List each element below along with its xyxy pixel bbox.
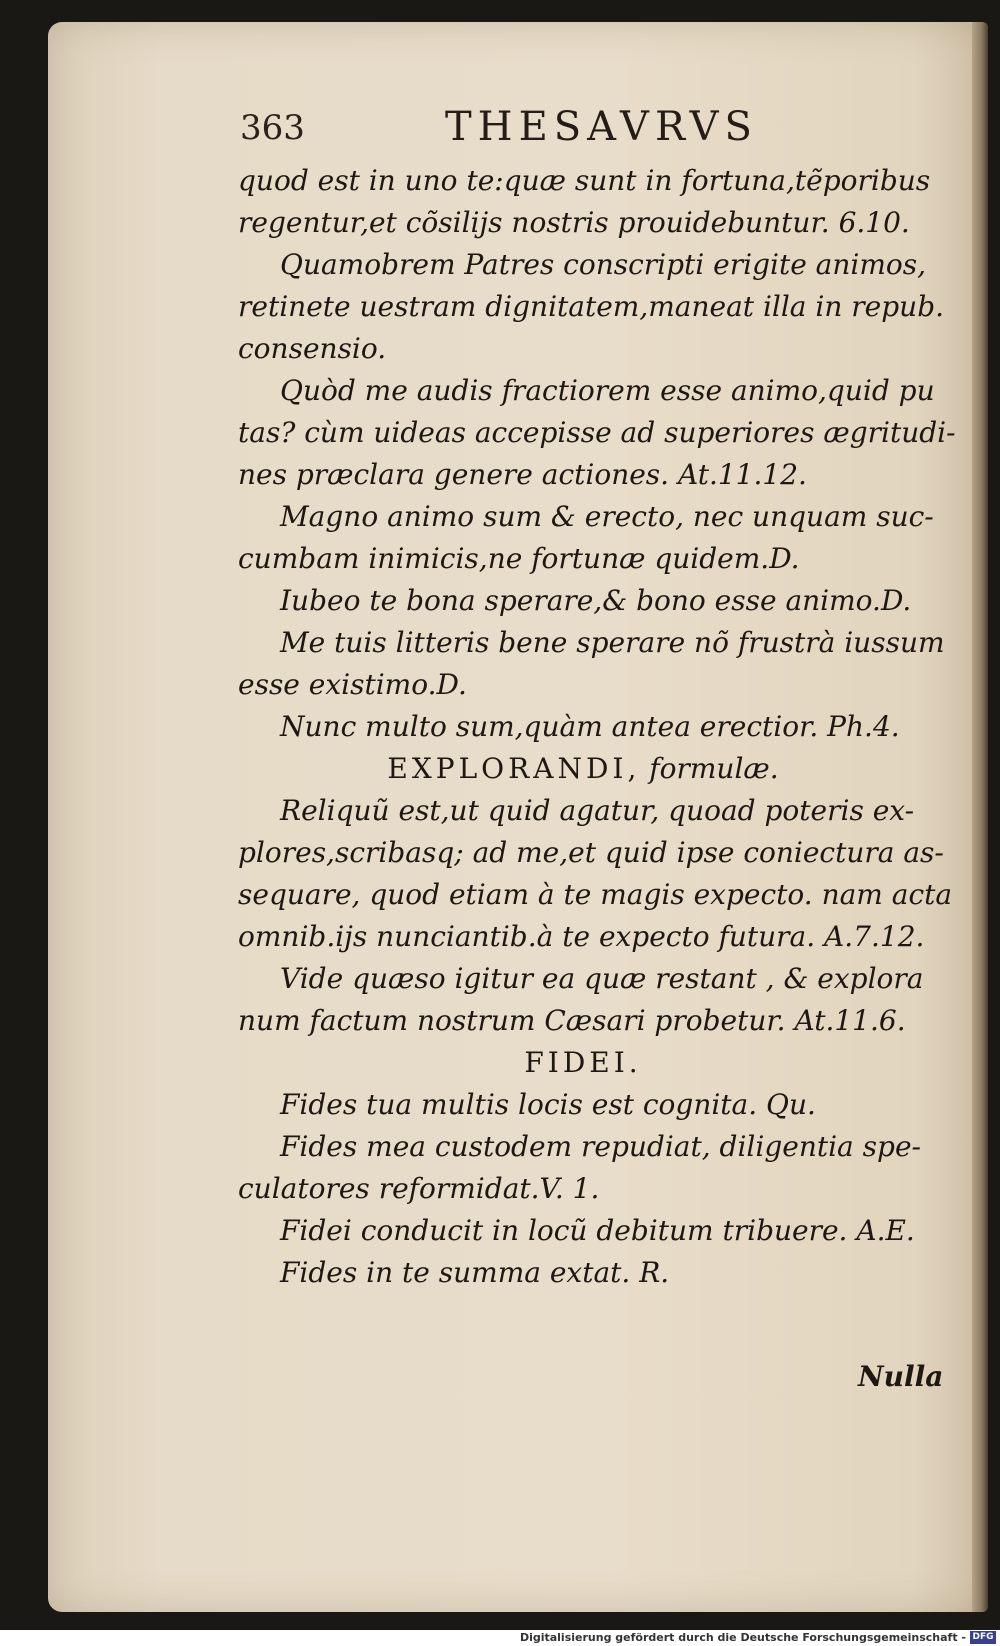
text-line: esse existimo.D. <box>238 668 467 701</box>
text-line: Reliquũ est,ut quid agatur, quoad poteris ex- <box>280 794 915 827</box>
footer-bar <box>0 1630 1000 1646</box>
text-line: retinete uestram dignitatem,maneat illa in repub. <box>238 290 945 323</box>
text-line: sequare, quod etiam à te magis expecto. nam acta <box>238 878 953 911</box>
page-edge <box>972 22 988 1612</box>
text-line: Fidei conducit in locũ debitum tribuere. A.E. <box>280 1214 915 1247</box>
text-line: cumbam inimicis,ne fortunæ quidem.D. <box>238 542 800 575</box>
running-title: THESAVRVS <box>445 104 758 150</box>
funding-credit: Digitalisierung gefördert durch die Deutsche Forschungsgemeinschaft - <box>519 1631 966 1644</box>
section-heading-explorandi <box>238 748 928 790</box>
text-line: quod est in uno te:quæ sunt in fortuna,tẽporibus <box>238 164 931 197</box>
text-line: Fides in te summa extat. R. <box>280 1256 670 1289</box>
heading-word: EXPLORANDI, <box>387 752 641 785</box>
text-line: culatores reformidat.V. 1. <box>238 1172 600 1205</box>
text-line: Nunc multo sum,quàm antea erectior. Ph.4. <box>280 710 900 743</box>
text-line: Magno animo sum & erecto, nec unquam suc- <box>280 500 934 533</box>
text-line: nes præclara genere actiones. At.11.12. <box>238 458 807 491</box>
text-line: omnib.ijs nunciantib.à te expecto futura. A.7.12. <box>238 920 925 953</box>
text-line: tas? cùm uideas accepisse ad superiores ægritudi- <box>238 416 956 449</box>
text-line: Fides mea custodem repudiat, diligentia spe- <box>280 1130 921 1163</box>
page-header <box>240 104 930 154</box>
text-line: Quamobrem Patres conscripti erigite animos, <box>280 248 927 281</box>
catchword: Nulla <box>858 1360 944 1393</box>
text-line: Vide quæso igitur ea quæ restant , & explora <box>280 962 924 995</box>
dfg-logo-icon: DFG <box>970 1631 996 1644</box>
text-line: Iubeo te bona sperare,& bono esse animo.D. <box>280 584 912 617</box>
text-line: Me tuis litteris bene sperare nõ frustrà iussum <box>280 626 945 659</box>
heading-rest: formulæ. <box>640 752 779 785</box>
text-line: regentur,et cõsilijs nostris prouidebuntur. 6.10. <box>238 206 910 239</box>
body-text <box>238 160 956 1294</box>
text-line: Quòd me audis fractiorem esse animo,quid pu <box>280 374 935 407</box>
text-line: Fides tua multis locis est cognita. Qu. <box>280 1088 816 1121</box>
text-line: plores,scribasq; ad me,et quid ipse coniectura as- <box>238 836 944 869</box>
section-heading-fidei: FIDEI. <box>524 1046 642 1079</box>
text-line: consensio. <box>238 332 387 365</box>
page-number: 363 <box>240 108 305 148</box>
text-line: num factum nostrum Cæsari probetur. At.11.6. <box>238 1004 906 1037</box>
